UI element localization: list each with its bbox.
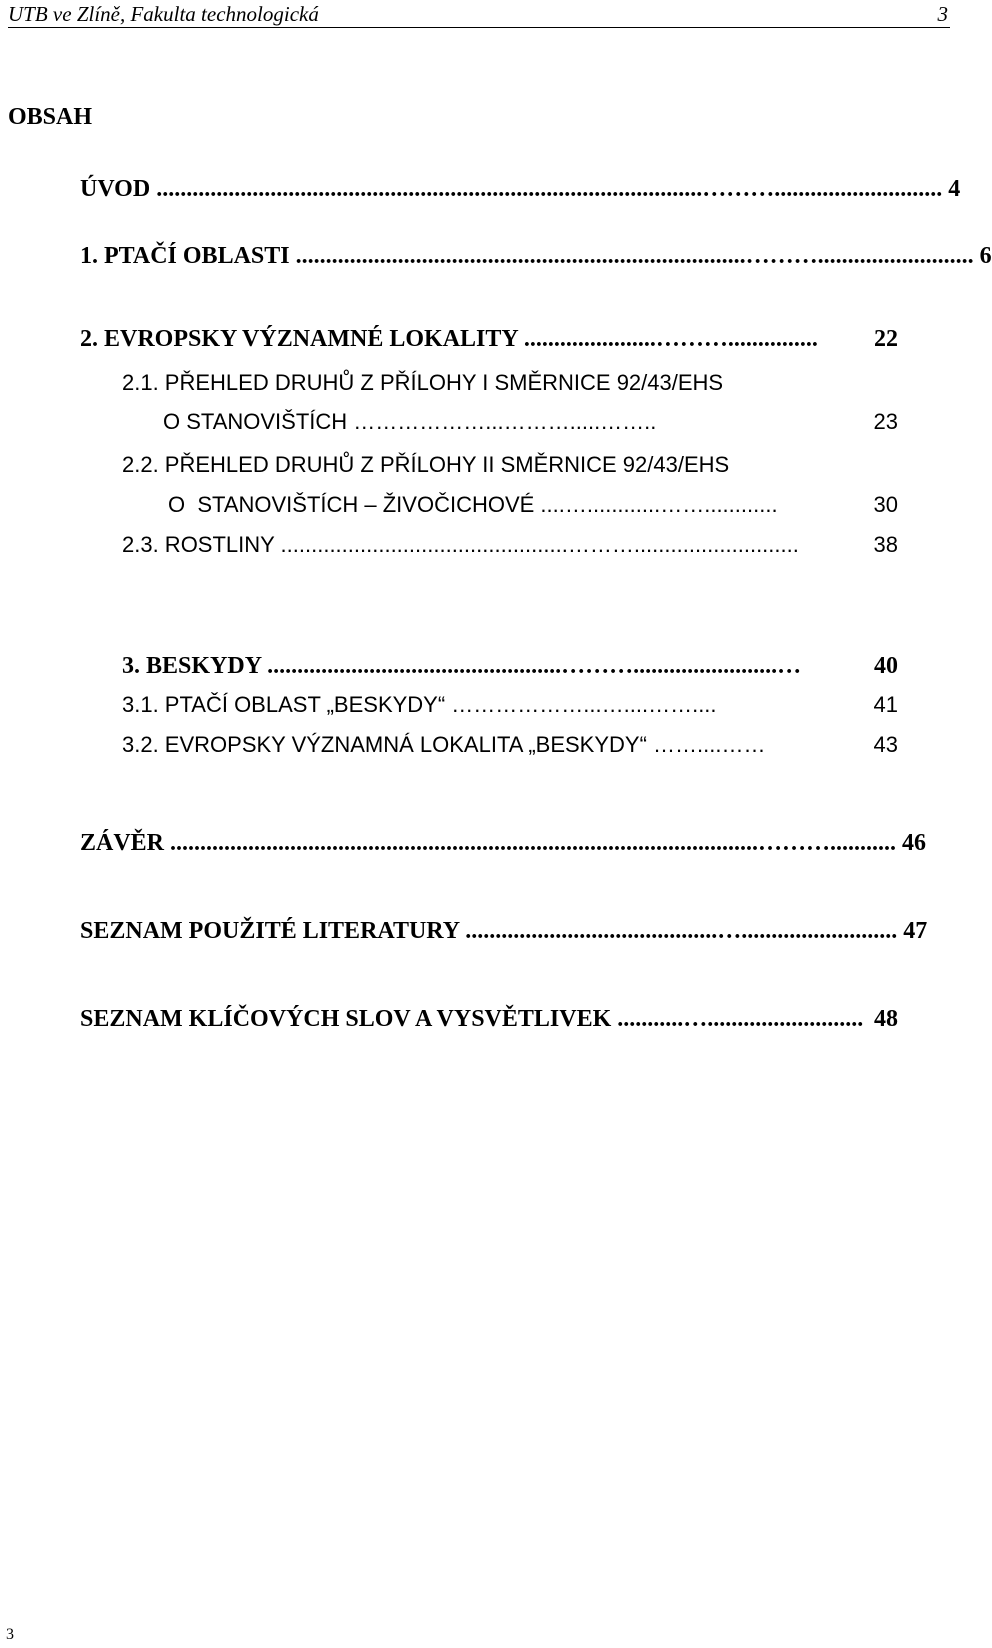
toc-entry-uvod [80,176,961,203]
toc-entry-3-2-evropsky-vyznamna-lokalita [122,732,898,758]
toc-entry-2-1-stanovistich [163,409,898,435]
toc-label: 3.1. PTAČÍ OBLAST „BESKYDY“ [122,692,452,717]
toc-leader: ......................………............... [523,326,818,352]
toc-page: 30 [867,492,898,517]
toc-label: 2. EVROPSKY VÝZNAMNÉ LOKALITY [80,326,524,352]
footer-page-number: 3 [6,1626,14,1643]
toc-page: 40 [868,653,898,679]
toc-entry-ptaci-oblasti [80,243,992,270]
toc-page: 4 [942,176,961,202]
toc-label: O STANOVIŠTÍCH [163,409,354,434]
header-divider [8,27,950,28]
toc-entry-beskydy [122,653,898,680]
page-title: OBSAH [8,104,93,130]
toc-label: 3.2. EVROPSKY VÝZNAMNÁ LOKALITA „BESKYDY“ [122,732,654,757]
toc-label: O STANOVIŠTÍCH – ŽIVOČICHOVÉ [168,492,541,517]
running-header [8,2,948,26]
toc-entry-seznam-literatury [80,918,928,945]
toc-entry-evropsky-vyznamne-lokality [80,326,898,353]
toc-entry-2-2-zivocichove [168,492,898,518]
toc-page: 46 [896,830,927,856]
toc-label: 1. PTAČÍ OBLASTI [80,243,296,269]
toc-page: 41 [867,692,898,717]
toc-page: 43 [867,732,898,757]
toc-label: 3. BESKYDY [122,653,268,679]
toc-entry-2-3-rostliny [122,532,898,558]
toc-leader: ...........................................................................……….......................... [295,243,974,269]
toc-label: 2.1. PŘEHLED DRUHŮ Z PŘÍLOHY I SMĚRNICE 92/43/EHS [122,370,724,395]
toc-page: 47 [897,918,928,944]
toc-leader: ………………...…....…….... [451,692,717,717]
toc-entry-seznam-klicovych-slov [80,1006,898,1033]
toc-leader: ...........….......................... [617,1006,864,1032]
toc-label: ZÁVĚR [80,830,171,856]
toc-label: 2.2. PŘEHLED DRUHŮ Z PŘÍLOHY II SMĚRNICE 92/43/EHS [122,452,730,477]
header-title: UTB ve Zlíně, Fakulta technologická [8,2,319,26]
toc-label: SEZNAM KLÍČOVÝCH SLOV A VYSVĚTLIVEK [80,1006,618,1032]
toc-page: 6 [973,243,992,269]
toc-page: 48 [868,1006,898,1032]
toc-leader: ………………...……….....…….. [353,409,657,434]
toc-leader: ...........................................................................................………............................ [156,176,943,202]
toc-entry-zaver [80,830,927,857]
toc-label: ÚVOD [80,176,157,202]
toc-page: 38 [867,532,898,557]
toc-leader: ……....…… [653,732,766,757]
toc-leader: ...............................................………........................... [280,532,799,557]
toc-leader: .................................................………........................… [267,653,802,679]
toc-leader: ..................................................................................................………........... [170,830,897,856]
toc-label: SEZNAM POUŽITÉ LITERATURY [80,918,466,944]
toc-leader: ....…............……............ [540,492,778,517]
toc-page: 23 [867,409,898,434]
header-page-number: 3 [937,2,948,26]
toc-entry-2-1-heading [122,370,898,396]
toc-entry-2-2-heading [122,452,898,478]
toc-leader: ..........................................….......................... [465,918,898,944]
toc-entry-3-1-ptaci-oblast [122,692,898,718]
toc-page: 22 [868,326,898,352]
toc-label: 2.3. ROSTLINY [122,532,281,557]
